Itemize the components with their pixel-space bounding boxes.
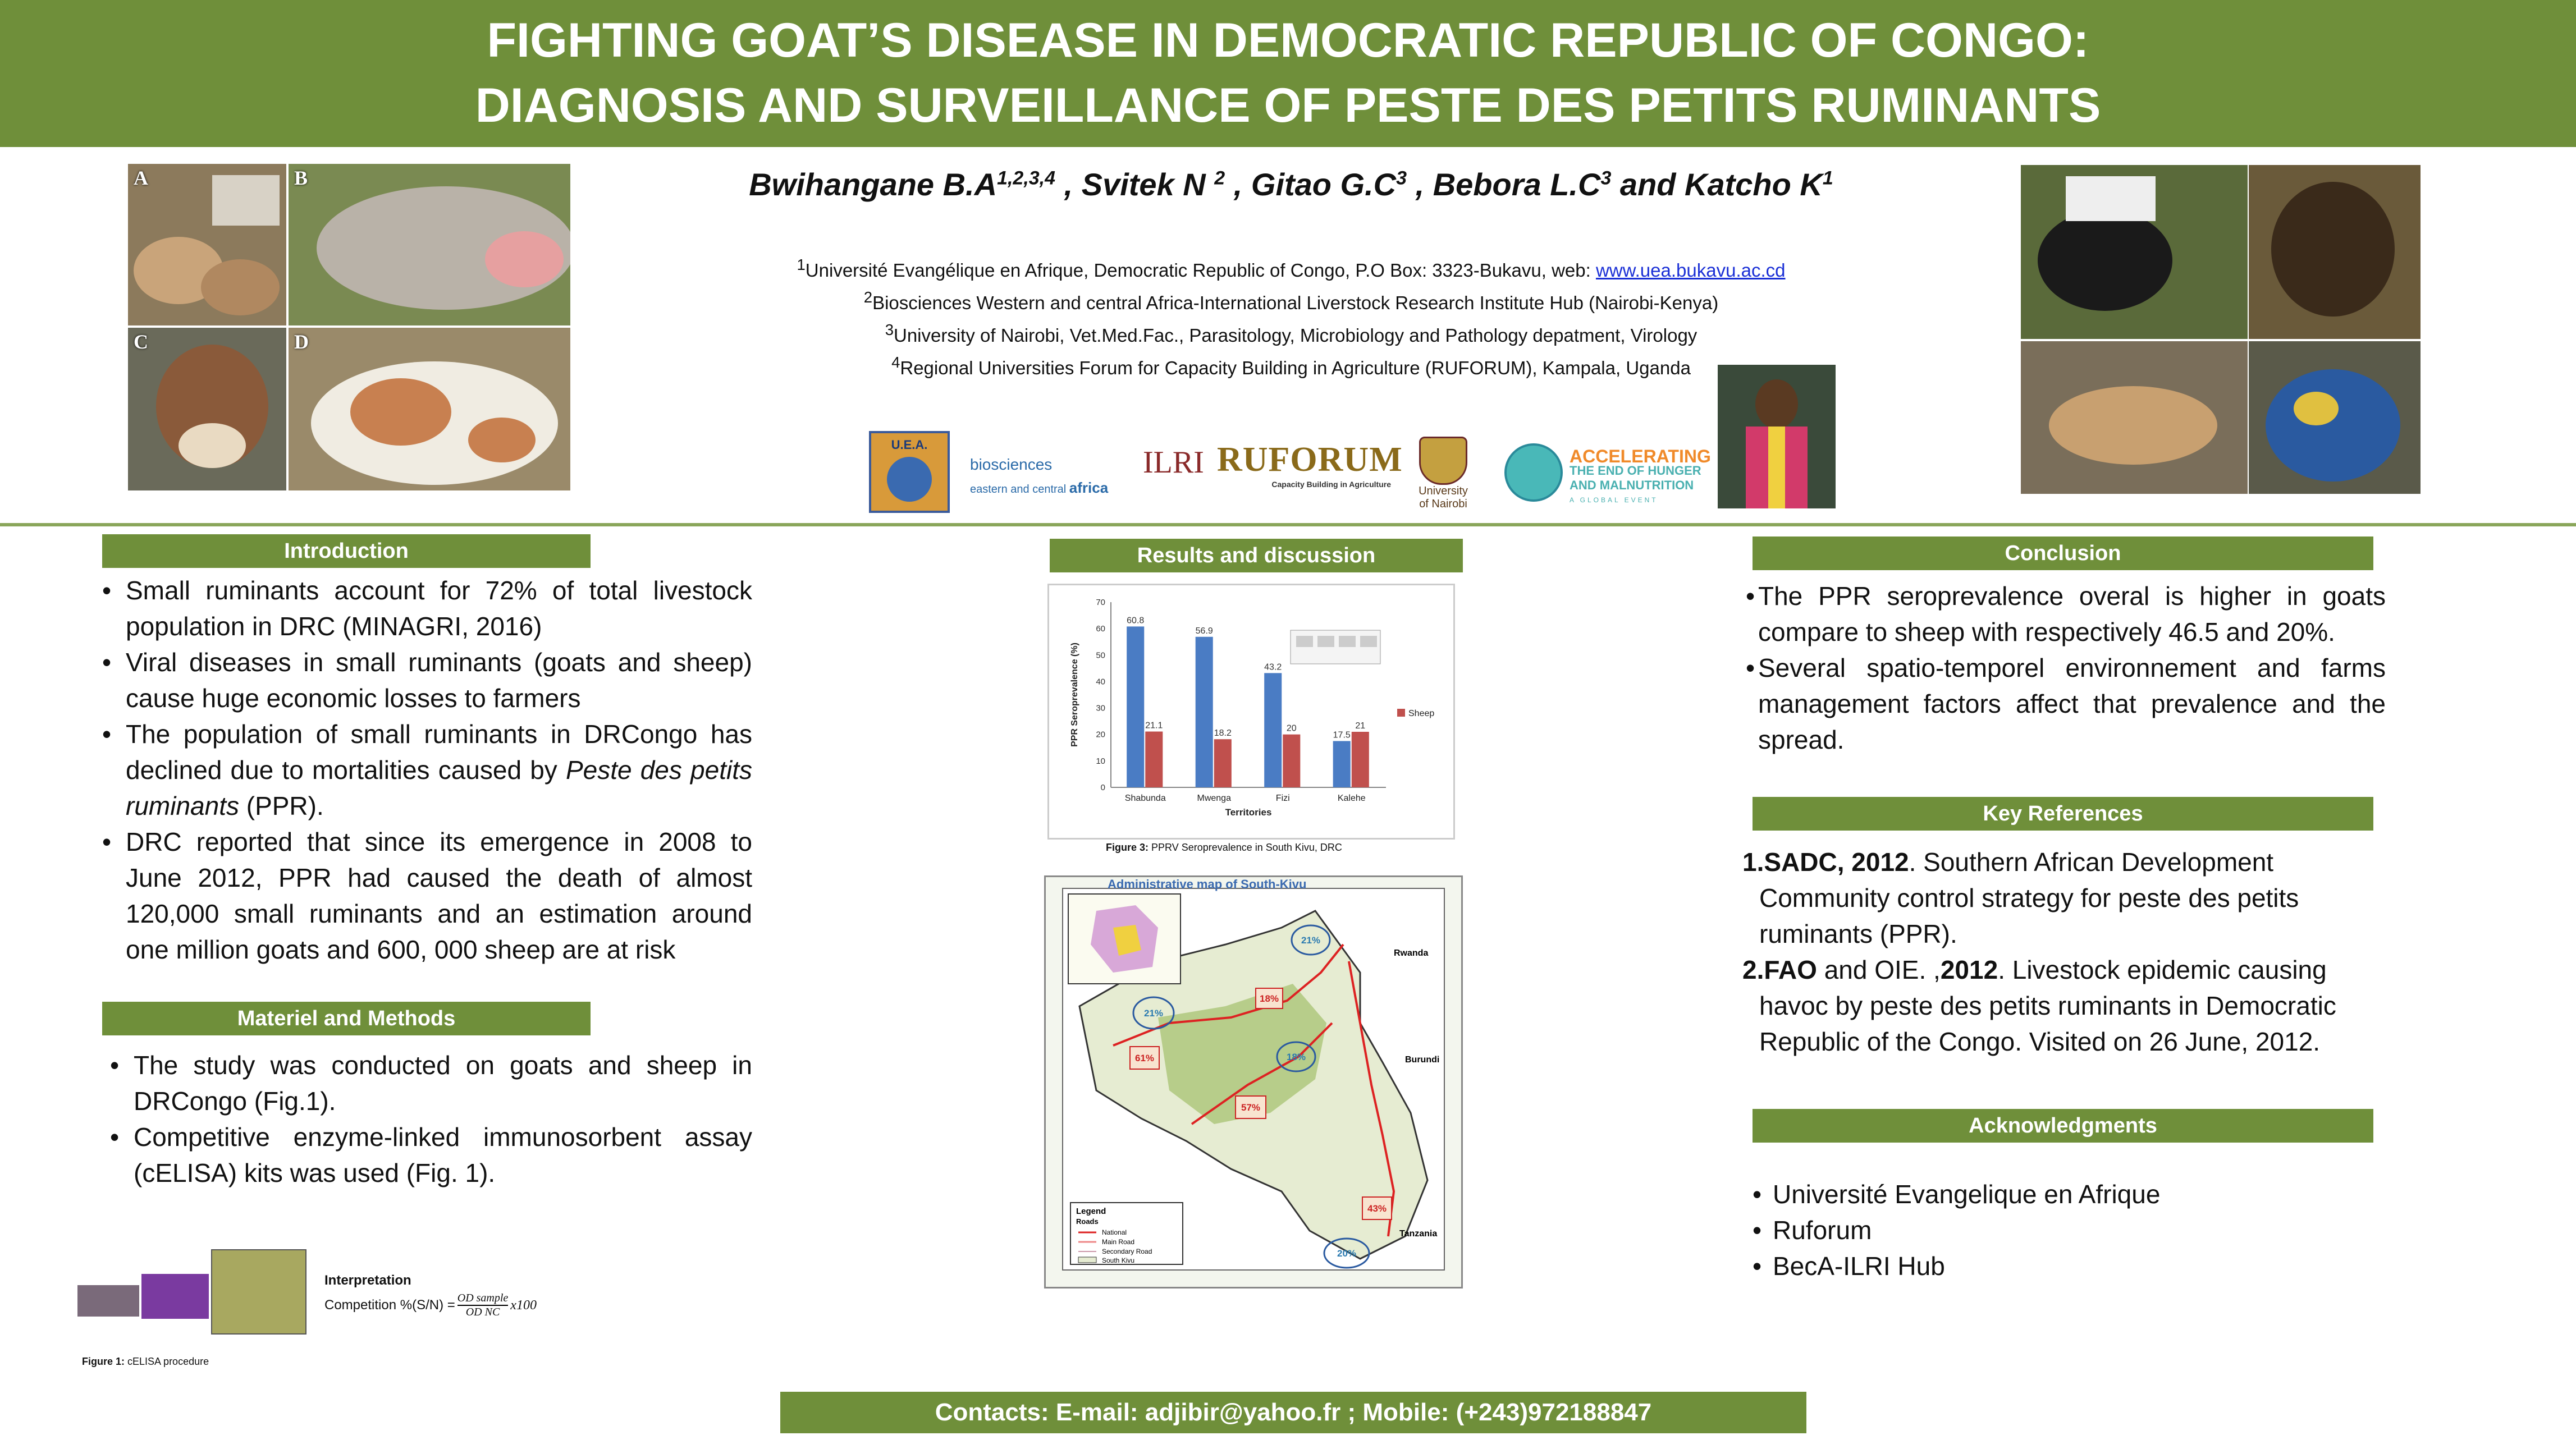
y-tick-label-1: 10 [1096,756,1105,766]
map-blue-label-4: 20% [1337,1248,1357,1259]
photo-dead-goat [2021,341,2248,494]
ack-item-1: • Université Evangelique en Afrique [1753,1176,2370,1212]
svg-text:National: National [1102,1228,1127,1236]
bar-mwenga-sheep [1214,739,1232,787]
intro-bullet-3: • The population of small ruminants in DRCongo has declined due to mortalities caused by Peste des petits ruminants (PPR). [102,716,752,824]
interpretation-label: Interpretation [324,1273,411,1288]
uea-logo: U.E.A. [869,431,950,513]
affiliation-4: $^4$Regional Universities Forum for Capacity Building in Agriculture (RUFORUM), Kampala, Uganda [891,354,1691,378]
conclusion-bullet-1: • The PPR seroprevalence overal is higher in goats compare to sheep with respectively 46.5 and 20%. [1746,578,2386,650]
bar-kalehe-goats [1333,741,1351,788]
data-label-fizi-sheep: 20 [1286,723,1297,733]
svg-text:Secondary Road: Secondary Road [1102,1248,1152,1255]
accelerating-globe-icon [1504,443,1577,499]
elisa-reader-image [211,1249,306,1335]
references-heading: Key References [1753,797,2373,831]
accelerating-logo: ACCELERATING THE END OF HUNGER AND MALNUTRITION A GLOBAL EVENT [1570,446,1711,504]
svg-text:Roads: Roads [1076,1217,1099,1226]
data-label-mwenga-goats: 56.9 [1195,626,1213,636]
map-legend [1070,1203,1183,1264]
results-heading: Results and discussion [1050,539,1463,572]
photo-c-sheep [128,328,286,490]
south-kivu-map [1044,875,1463,1288]
competition-formula: Competition %(S/N) = OD sample OD NC x100 [324,1292,537,1318]
x-tick-label-1: Mwenga [1197,794,1231,803]
photo-label-c: C [134,331,148,353]
seroprevalence-bar-chart [1049,585,1453,838]
university-of-nairobi-logo: University of Nairobi [1407,437,1480,511]
seroprevalence-chart [1047,584,1455,840]
intro-bullet-1: • Small ruminants account for 72% of total livestock population in DRC (MINAGRI, 2016) [102,572,752,644]
conclusion-bullet-2: • Several spatio-temporel environnement and farms management factors affect that prevalence and the spread. [1746,650,2386,758]
bar-fizi-goats [1264,673,1282,787]
svg-text:Main Road: Main Road [1102,1238,1135,1246]
x-axis-title: Territories [1225,807,1272,818]
data-label-shabunda-goats: 60.8 [1127,616,1145,626]
legend-label-sheep: Sheep [1408,709,1435,718]
map-red-label-2: 61% [1134,1053,1155,1063]
affiliation-2: $^2$Biosciences Western and central Africa-International Liverstock Research Institute Hub (Nairobi-Kenya) [863,288,1719,313]
reference-1: 1.SADC, 2012. Southern African Development Community control strategy for peste des petits ruminants (PPR). [1742,847,2299,948]
y-tick-label-5: 50 [1096,650,1105,661]
y-tick-label-6: 60 [1096,624,1105,634]
data-label-shabunda-sheep: 21.1 [1145,721,1163,731]
photo-label-b: B [294,167,308,189]
map-label-rwanda: Rwanda [1394,948,1429,958]
data-label-kalehe-goats: 17.5 [1333,730,1351,740]
methods-list [110,1047,752,1191]
map-red-label-1: 18% [1259,993,1279,1004]
title-banner [0,0,2576,147]
conclusion-list [1746,578,2386,758]
legend-swatch-sheep [1397,709,1405,717]
methods-heading: Materiel and Methods [102,1002,591,1035]
ilri-logo: ILRI [1143,445,1204,480]
y-tick-label-0: 0 [1100,783,1105,792]
photo-a-sick-goats [128,164,286,325]
data-label-kalehe-sheep: 21 [1355,721,1366,731]
photo-covered-goat [2249,341,2421,494]
university-website-link[interactable]: www.uea.bukavu.ac.cd [1595,260,1786,281]
bar-mwenga-goats [1196,637,1213,787]
introduction-list [102,572,752,967]
photo-label-d: D [294,331,309,353]
map-blue-label-1: 21% [1301,935,1321,946]
contacts-bar: Contacts: E-mail: adjibir@yahoo.fr ; Mobile: (+243)972188847 [780,1392,1806,1433]
conclusion-heading: Conclusion [1753,537,2373,570]
ack-item-2: • Ruforum [1753,1212,2370,1248]
reference-2: 2.FAO and OIE. ,2012. Livestock epidemic causing havoc by peste des petits ruminants in Democratic Republic of the Congo. Visited on 26 June, 2012. [1742,955,2336,1056]
methods-bullet-2: • Competitive enzyme-linked immunosorbent assay (cELISA) kits was used (Fig. 1). [110,1119,752,1191]
ruforum-logo: RUFORUM Capacity Building in Agriculture [1217,441,1403,489]
biosciences-logo: biosciences eastern and central africa [970,456,1109,496]
bar-kalehe-sheep [1352,732,1369,787]
map-red-label-4: 43% [1367,1203,1387,1214]
header-divider [0,523,2576,526]
data-label-fizi-goats: 43.2 [1264,662,1282,672]
bar-fizi-sheep [1283,735,1300,787]
map-label-tanzania: Tanzania [1399,1229,1438,1239]
elisa-plate-image [141,1274,209,1319]
photo-goat-sampling [2021,165,2248,339]
intro-bullet-2: • Viral diseases in small ruminants (goats and sheep) cause huge economic losses to farmers [102,644,752,716]
map-blue-label-3: 18% [1286,1052,1306,1062]
map-label-burundi: Burundi [1405,1055,1440,1065]
svg-text:South Kivu: South Kivu [1102,1257,1135,1264]
bar-shabunda-goats [1127,626,1144,787]
intro-bullet-4: • DRC reported that since its emergence in 2008 to June 2012, PPR had caused the death of almost 120,000 small ruminants and an estimation around one million goats and 600, 000 sheep are at risk [102,824,752,967]
poster-title-line1: FIGHTING GOAT’S DISEASE IN DEMOCRATIC REPUBLIC OF CONGO: [487,13,2089,67]
x-tick-label-3: Kalehe [1337,794,1366,803]
bar-shabunda-sheep [1145,732,1163,787]
ack-item-3: • BecA-ILRI Hub [1753,1248,2370,1284]
author-portrait-photo [1718,365,1836,508]
y-tick-label-2: 20 [1096,730,1105,740]
y-tick-label-3: 30 [1096,703,1105,713]
photo-b-goat-head [289,164,570,325]
photo-d-goat-body [289,328,570,490]
authors-line: Bwihangane $B.A^{1,2,3,4}$ , Svitek N $^2$ , Gitao $G.C^3$ , Bebora $L.C^3$ and Katcho $K^1$ [749,167,1833,202]
y-axis-title: PPR Seroprevalence (%) [1070,643,1079,747]
acknowledgments-heading: Acknowledgments [1753,1109,2373,1143]
map-red-label-3: 57% [1241,1102,1261,1113]
photo-label-a: A [134,167,148,189]
affiliations [617,251,1965,382]
map-title: Administrative map of South-Kivu [1108,877,1307,891]
references-list [1742,844,2394,1060]
chart-inset-illustration [1291,630,1380,664]
svg-text:Legend: Legend [1076,1207,1106,1216]
photo-brown-goat [2249,165,2421,339]
y-tick-label-4: 40 [1096,677,1105,687]
poster-title-line2: DIAGNOSIS AND SURVEILLANCE OF PESTE DES PETITS RUMINANTS [475,79,2101,132]
affiliation-3: $^3$University of Nairobi, Vet.Med.Fac., Parasitology, Microbiology and Pathology depatment, Virology [885,321,1697,346]
y-tick-label-7: 70 [1096,598,1105,607]
affiliation-1: $^1$Université Evangélique en Afrique, Democratic Republic of Congo, P.O Box: 3323-Bukavu, web: www.uea.bukavu.ac.cd [797,256,1786,281]
figure-3-caption: Figure 3: PPRV Seroprevalence in South Kivu, DRC [1106,842,1342,853]
x-tick-label-2: Fizi [1275,794,1290,803]
data-label-mwenga-sheep: 18.2 [1214,728,1232,739]
acknowledgments-list [1753,1176,2370,1284]
elisa-strip-image [77,1285,139,1317]
methods-bullet-1: • The study was conducted on goats and sheep in DRCongo (Fig.1). [110,1047,752,1119]
map-blue-label-2: 21% [1143,1008,1164,1019]
figure-1-caption: Figure 1: cELISA procedure [82,1356,209,1367]
x-tick-label-0: Shabunda [1124,794,1166,803]
introduction-heading: Introduction [102,534,591,568]
